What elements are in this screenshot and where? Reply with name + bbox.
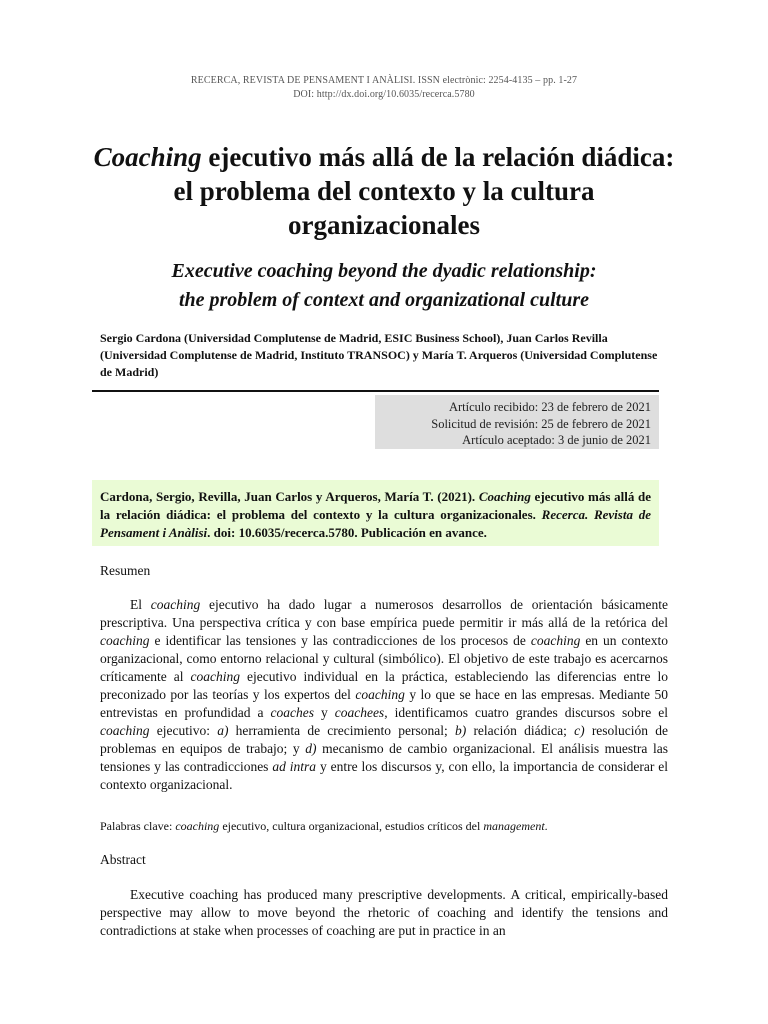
article-title <box>90 140 678 242</box>
citation-box <box>92 480 659 546</box>
citation-italic-coaching: Coaching <box>478 489 531 504</box>
keywords-label: Palabras clave: <box>100 819 176 833</box>
resumen-heading: Resumen <box>100 563 151 578</box>
divider-rule <box>92 390 659 392</box>
doi-line: DOI: http://dx.doi.org/10.6035/recerca.5780 <box>293 89 475 100</box>
citation-authors: Cardona, Sergio, Revilla, Juan Carlos y Arqueros, María T. (2021). <box>100 489 479 504</box>
citation-journal: Recerca. Revista de Pensament i Anàlisi <box>100 507 651 540</box>
journal-line: RECERCA, REVISTA DE PENSAMENT I ANÀLISI. ISSN electrònic: 2254-4135 – pp. 1-27 <box>190 75 578 86</box>
date-received: Artículo recibido: 23 de febrero de 2021 <box>448 400 651 414</box>
citation-doi: . doi: 10.6035/recerca.5780. Publicación en avance. <box>207 525 487 540</box>
abstract-paragraph: Executive coaching has produced many prescriptive developments. A critical, empirically-based perspective may allow to move beyond the rhetoric of coaching and identify the tensions and contradictions at stake when processes of coaching are put in practice in an <box>100 887 668 938</box>
keywords: Palabras clave: coaching ejecutivo, cultura organizacional, estudios críticos del management. <box>100 819 548 833</box>
date-revision: Solicitud de revisión: 25 de febrero de 2021 <box>431 416 651 431</box>
title-line1: ejecutivo más allá de la relación diádica: <box>201 142 675 172</box>
authors: Sergio Cardona (Universidad Complutense de Madrid, ESIC Business School), Juan Carlos Revilla (Universidad Complutense de Madrid, Instituto TRANSOC) y María T. Arqueros (Universidad Complutense de Madrid) <box>100 331 658 379</box>
resumen-paragraph: El coaching ejecutivo ha dado lugar a numerosos desarrollos de orientación básicamente prescriptiva. Una perspectiva crítica y con base empírica puede permitir ir más allá de la retórica del coaching e identificar las tensiones y las contradicciones de los procesos de coaching en un contexto organizacional, como entorno relacional y cultural (simbólico). El objetivo de este trabajo es acercarnos críticamente al coaching ejecutivo individual en la práctica, estableciendo las diferencias entre lo preconizado por las teorías y los expertos del coaching y lo que se hace en las empresas. Mediante 50 entrevistas en profundidad a coaches y coachees, identificamos cuatro grandes discursos sobre el coaching ejecutivo: a) herramienta de crecimiento personal; b) relación diádica; c) resolución de problemas en equipos de trabajo; y d) mecanismo de cambio organizacional. El análisis muestra las tensiones y las contradicciones ad intra y entre los discursos y, con ello, la importancia de considerar el contexto organizacional. <box>100 597 669 792</box>
title-line2: el problema del contexto y la cultura <box>173 176 595 206</box>
title-italic-word: Coaching <box>93 142 202 172</box>
title-line3: organizacionales <box>288 210 480 240</box>
journal-header <box>0 74 768 102</box>
subtitle-line2: the problem of context and organizational culture <box>178 289 590 311</box>
citation-title: ejecutivo más allá de la relación diádica: el problema del contexto y la cultura organizacionales. <box>100 489 651 522</box>
date-accepted: Artículo aceptado: 3 de junio de 2021 <box>462 433 651 447</box>
dates-box <box>375 395 659 449</box>
abstract-heading: Abstract <box>100 852 146 867</box>
subtitle-line1: Executive coaching beyond the dyadic relationship: <box>171 260 597 282</box>
english-title <box>90 257 678 315</box>
